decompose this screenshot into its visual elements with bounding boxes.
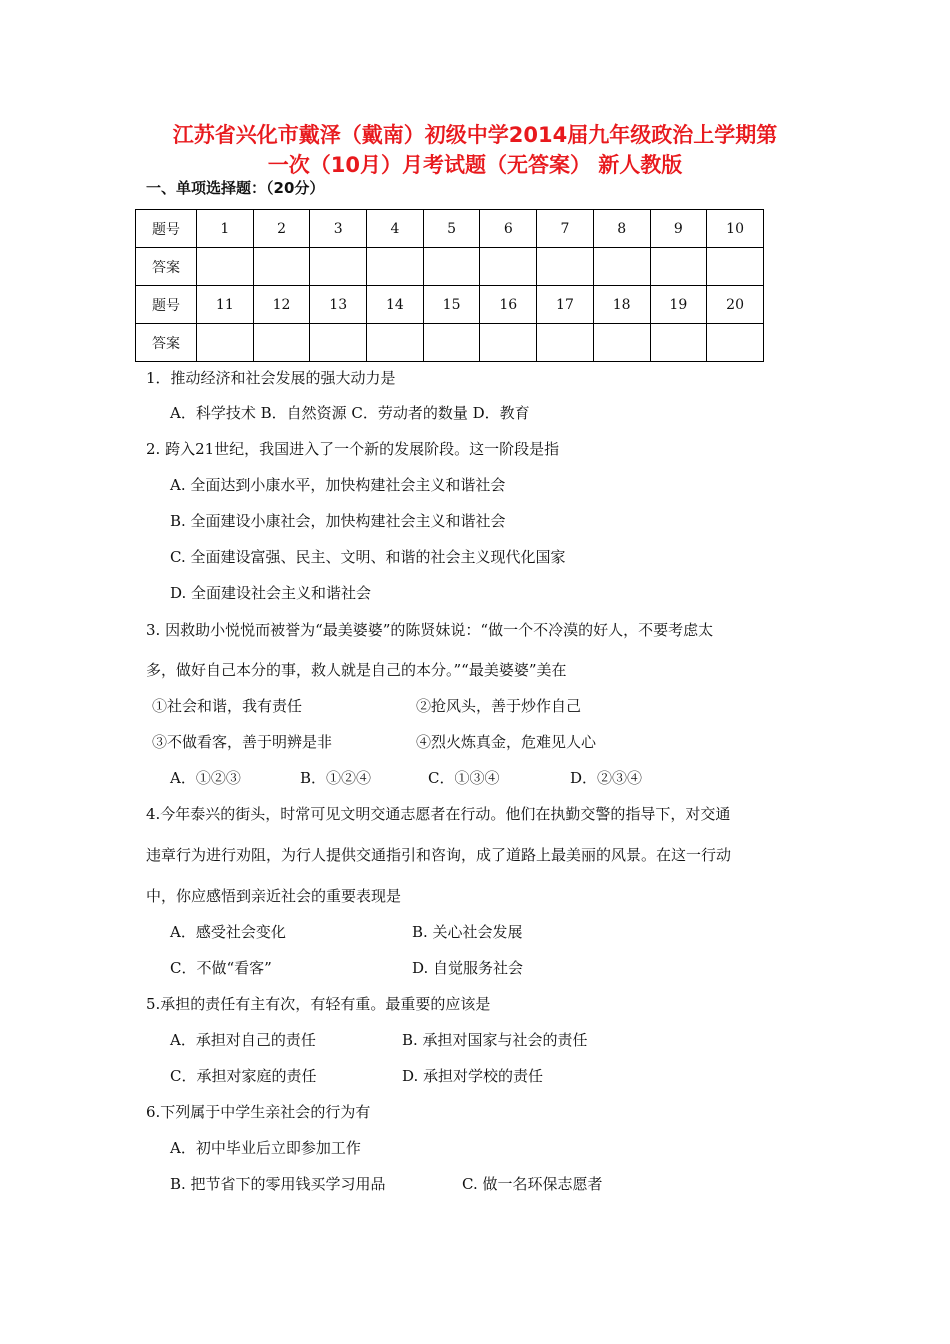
question-number-cell: 3: [310, 210, 367, 248]
table-row: [136, 210, 764, 248]
answer-cell[interactable]: [423, 248, 480, 286]
question-3-item-4: ④烈火炼真金，危难见人心: [416, 733, 597, 751]
question-number-cell: 17: [537, 286, 594, 324]
question-number-cell: 9: [650, 210, 707, 248]
table-row: [136, 248, 764, 286]
question-4-option-a: A．感受社会变化: [170, 923, 286, 941]
answer-cell[interactable]: [253, 248, 310, 286]
row-label-answer: 答案: [136, 324, 197, 362]
answer-cell[interactable]: [423, 324, 480, 362]
table-row: [136, 286, 764, 324]
question-5-option-c: C．承担对家庭的责任: [170, 1067, 317, 1085]
question-number-cell: 15: [423, 286, 480, 324]
question-number-cell: 8: [593, 210, 650, 248]
answer-cell[interactable]: [480, 248, 537, 286]
row-label-number: 题号: [136, 210, 197, 248]
question-6-option-b: B. 把节省下的零用钱买学习用品: [170, 1175, 386, 1193]
question-3-stem-line-2: 多，做好自己本分的事，救人就是自己的本分。”“最美婆婆”美在: [146, 661, 567, 679]
answer-cell[interactable]: [480, 324, 537, 362]
question-1-options: A．科学技术 B．自然资源 C．劳动者的数量 D．教育: [170, 404, 530, 422]
question-number-cell: 2: [253, 210, 310, 248]
table-row: [136, 324, 764, 362]
question-number-cell: 19: [650, 286, 707, 324]
answer-cell[interactable]: [537, 248, 594, 286]
question-1-stem: 1．推动经济和社会发展的强大动力是: [146, 369, 396, 387]
question-3-item-2: ②抢风头，善于炒作自己: [416, 697, 582, 715]
question-3-item-1: ①社会和谐，我有责任: [152, 697, 303, 715]
answer-cell[interactable]: [593, 324, 650, 362]
answer-cell[interactable]: [310, 248, 367, 286]
title-line-2: 一次（10月）月考试题（无答案） 新人教版: [267, 153, 683, 177]
row-label-answer: 答案: [136, 248, 197, 286]
answer-cell[interactable]: [310, 324, 367, 362]
question-3-item-3: ③不做看客，善于明辨是非: [152, 733, 333, 751]
question-number-cell: 10: [707, 210, 764, 248]
answer-cell[interactable]: [197, 324, 254, 362]
question-2-option-d: D. 全面建设社会主义和谐社会: [170, 584, 372, 602]
page-title: [0, 120, 950, 180]
question-3-stem-line-1: 3. 因救助小悦悦而被誉为“最美婆婆”的陈贤妹说：“做一个不冷漠的好人，不要考虑太: [146, 621, 714, 639]
question-number-cell: 6: [480, 210, 537, 248]
row-label-number: 题号: [136, 286, 197, 324]
question-3-option-a: A．①②③: [170, 769, 241, 787]
question-4-option-b: B. 关心社会发展: [412, 923, 523, 941]
question-number-cell: 1: [197, 210, 254, 248]
question-number-cell: 14: [367, 286, 424, 324]
answer-cell[interactable]: [707, 324, 764, 362]
question-2-option-b: B. 全面建设小康社会，加快构建社会主义和谐社会: [170, 512, 506, 530]
question-2-option-c: C. 全面建设富强、民主、文明、和谐的社会主义现代化国家: [170, 548, 566, 566]
answer-cell[interactable]: [650, 324, 707, 362]
question-number-cell: 13: [310, 286, 367, 324]
question-number-cell: 11: [197, 286, 254, 324]
answer-cell[interactable]: [537, 324, 594, 362]
question-number-cell: 20: [707, 286, 764, 324]
question-5-option-a: A．承担对自己的责任: [170, 1031, 316, 1049]
answer-cell[interactable]: [253, 324, 310, 362]
answer-table: [135, 209, 764, 362]
question-number-cell: 5: [423, 210, 480, 248]
question-6-option-c: C. 做一名环保志愿者: [462, 1175, 603, 1193]
question-number-cell: 16: [480, 286, 537, 324]
question-number-cell: 12: [253, 286, 310, 324]
answer-cell[interactable]: [650, 248, 707, 286]
question-5-option-d: D. 承担对学校的责任: [402, 1067, 544, 1085]
question-6-stem: 6.下列属于中学生亲社会的行为有: [146, 1103, 371, 1121]
question-5-stem: 5.承担的责任有主有次，有轻有重。最重要的应该是: [146, 995, 491, 1013]
title-line-1: 江苏省兴化市戴泽（戴南）初级中学2014届九年级政治上学期第: [172, 123, 778, 147]
question-number-cell: 4: [367, 210, 424, 248]
question-5-option-b: B. 承担对国家与社会的责任: [402, 1031, 588, 1049]
question-number-cell: 7: [537, 210, 594, 248]
answer-cell[interactable]: [367, 324, 424, 362]
question-number-cell: 18: [593, 286, 650, 324]
question-3-option-c: C．①③④: [428, 769, 500, 787]
question-4-stem-line-2: 违章行为进行劝阻，为行人提供交通指引和咨询，成了道路上最美丽的风景。在这一行动: [146, 846, 732, 864]
question-2-option-a: A. 全面达到小康水平，加快构建社会主义和谐社会: [170, 476, 506, 494]
question-4-stem-line-3: 中，你应感悟到亲近社会的重要表现是: [146, 887, 402, 905]
question-6-option-a: A．初中毕业后立即参加工作: [170, 1139, 361, 1157]
question-2-stem: 2. 跨入21世纪，我国进入了一个新的发展阶段。这一阶段是指: [146, 440, 560, 458]
answer-cell[interactable]: [707, 248, 764, 286]
question-4-option-c: C．不做“看客”: [170, 959, 272, 977]
section-heading: 一、单项选择题：（20分）: [146, 179, 325, 197]
answer-cell[interactable]: [593, 248, 650, 286]
question-4-stem-line-1: 4.今年泰兴的街头，时常可见文明交通志愿者在行动。他们在执勤交警的指导下，对交通: [146, 805, 731, 823]
answer-cell[interactable]: [367, 248, 424, 286]
question-4-option-d: D. 自觉服务社会: [412, 959, 524, 977]
question-3-option-b: B．①②④: [300, 769, 372, 787]
question-3-option-d: D．②③④: [570, 769, 643, 787]
answer-cell[interactable]: [197, 248, 254, 286]
